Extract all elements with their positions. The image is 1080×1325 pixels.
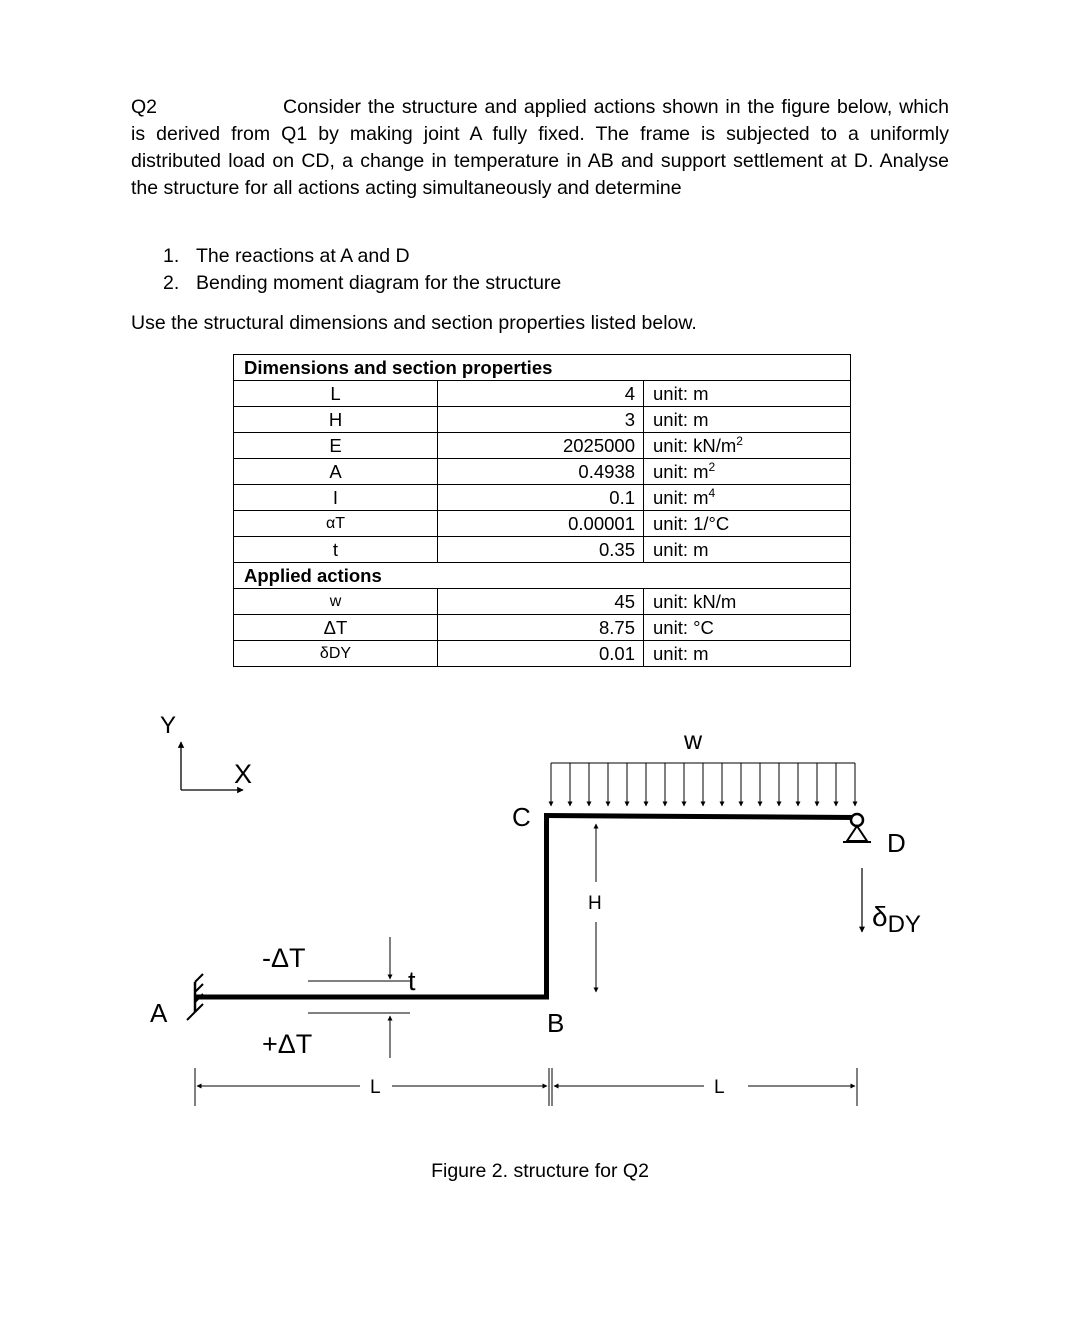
row-unit-text: unit: m [653, 643, 709, 664]
table-row [234, 511, 851, 537]
section-header-fill [644, 355, 851, 381]
row-symbol: A [234, 459, 438, 485]
row-unit [644, 641, 851, 667]
properties-table-body [234, 355, 851, 667]
task-text: The reactions at A and D [196, 245, 410, 267]
row-unit [644, 433, 851, 459]
row-unit-text: unit: m [653, 409, 709, 430]
row-unit [644, 537, 851, 563]
label-delta-dy [872, 901, 921, 938]
row-value: 0.00001 [438, 511, 644, 537]
row-unit-text: unit: kN/m [653, 591, 737, 612]
row-unit-text: unit: m [653, 487, 709, 508]
label-w: w [684, 727, 703, 755]
row-symbol: ΔT [234, 615, 438, 641]
label-l-cd: L [714, 1077, 725, 1098]
section-header-row [234, 563, 851, 589]
row-symbol: H [234, 407, 438, 433]
x-axis-label: X [234, 759, 253, 789]
task-item [163, 243, 561, 270]
row-unit-text: unit: m [653, 539, 709, 560]
row-symbol: E [234, 433, 438, 459]
row-unit-exponent: 4 [708, 485, 716, 500]
label-l-ab: L [370, 1077, 381, 1098]
question-number: Q2 [131, 96, 158, 118]
question-lead: Consider the structure and applied actions shown in the figure below, which is derived from Q1 by making joint A fully fixed. The frame is subjected to a uniformly distributed load on CD, a change in temperature in AB and support settlement at D. Analyse the structure for all actions acting simultaneously and determine [131, 96, 949, 199]
row-value: 4 [438, 381, 644, 407]
task-item [163, 270, 561, 297]
task-number: 2. [163, 272, 180, 294]
label-d: D [887, 828, 906, 858]
row-value: 0.1 [438, 485, 644, 511]
y-axis-label: Y [160, 712, 177, 739]
row-unit [644, 615, 851, 641]
label-h: H [588, 893, 602, 914]
table-row [234, 537, 851, 563]
row-value: 8.75 [438, 615, 644, 641]
l-dimension-cd [552, 1068, 857, 1106]
row-symbol: L [234, 381, 438, 407]
task-list [163, 243, 561, 297]
row-unit [644, 511, 851, 537]
task-number: 1. [163, 245, 180, 267]
table-row [234, 407, 851, 433]
row-unit-text: unit: m [653, 461, 709, 482]
axis-indicator [160, 712, 252, 790]
row-symbol: I [234, 485, 438, 511]
section-header-dimensions: Dimensions and section properties [234, 355, 644, 381]
row-unit-exponent: 2 [708, 459, 716, 474]
label-delta-sub: DY [887, 911, 921, 938]
label-a: A [150, 998, 168, 1028]
row-unit [644, 589, 851, 615]
section-header-fill [644, 563, 851, 589]
task-text: Bending moment diagram for the structure [196, 272, 562, 294]
row-symbol: t [234, 537, 438, 563]
label-minus-delta-t: -ΔT [262, 943, 306, 973]
table-row [234, 459, 851, 485]
row-symbol: δDY [234, 641, 438, 667]
section-header-row [234, 355, 851, 381]
row-symbol: αT [234, 511, 438, 537]
question-text [131, 94, 949, 202]
l-dimension-ab [195, 1068, 549, 1106]
row-unit [644, 459, 851, 485]
row-unit [644, 485, 851, 511]
row-unit-text: unit: °C [653, 617, 714, 638]
label-t: t [408, 966, 416, 996]
row-unit-text: unit: 1/°C [653, 513, 730, 534]
structure-figure [0, 700, 1080, 1140]
row-value: 45 [438, 589, 644, 615]
row-value: 0.01 [438, 641, 644, 667]
label-c: C [512, 802, 531, 832]
table-row [234, 589, 851, 615]
member-cd [544, 816, 855, 818]
label-b: B [547, 1008, 565, 1038]
row-unit-text: unit: kN/m [653, 435, 737, 456]
row-unit-text: unit: m [653, 383, 709, 404]
row-symbol: w [234, 589, 438, 615]
row-value: 0.35 [438, 537, 644, 563]
row-value: 3 [438, 407, 644, 433]
table-row [234, 615, 851, 641]
distributed-load [551, 763, 855, 806]
figure-caption: Figure 2. structure for Q2 [431, 1160, 649, 1182]
table-row [234, 641, 851, 667]
row-unit-exponent: 2 [736, 433, 743, 448]
fixed-support-icon [187, 974, 203, 1020]
row-value: 0.4938 [438, 459, 644, 485]
row-unit [644, 407, 851, 433]
table-row [234, 485, 851, 511]
row-unit [644, 381, 851, 407]
table-row [234, 433, 851, 459]
label-delta: δ [872, 901, 888, 932]
table-row [234, 381, 851, 407]
use-line: Use the structural dimensions and section properties listed below. [131, 312, 697, 334]
label-plus-delta-t: +ΔT [262, 1029, 313, 1059]
row-value: 2025000 [438, 433, 644, 459]
section-header-actions: Applied actions [234, 563, 644, 589]
properties-table [233, 354, 851, 667]
